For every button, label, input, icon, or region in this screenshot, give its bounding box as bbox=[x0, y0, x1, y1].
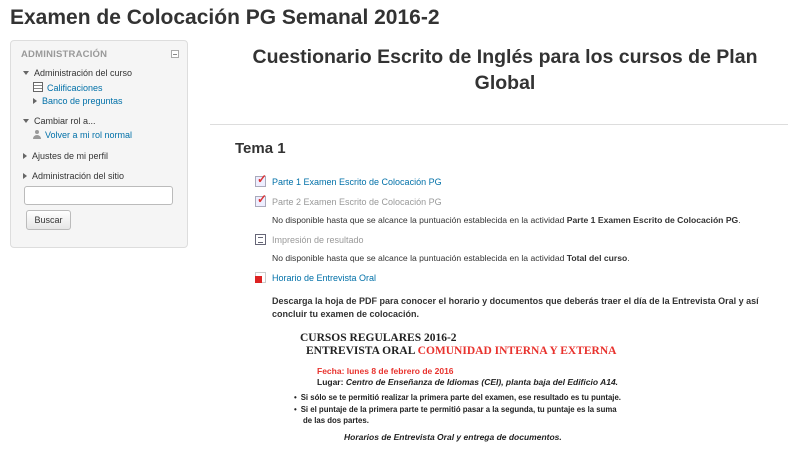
activity-label: Parte 2 Examen Escrito de Colocación PG bbox=[272, 197, 442, 207]
admin-search-input[interactable] bbox=[24, 186, 173, 205]
administration-heading: ADMINISTRACIÓN bbox=[21, 49, 108, 60]
quiz-title-line2: Global bbox=[474, 72, 536, 94]
page-title: Examen de Colocación PG Semanal 2016-2 bbox=[10, 6, 440, 29]
poster-place bbox=[317, 377, 618, 387]
schedule-poster bbox=[272, 322, 672, 451]
return-role-link[interactable]: Volver a mi rol normal bbox=[45, 130, 133, 140]
poster-footer: Horarios de Entrevista Oral y entrega de documentos. bbox=[344, 432, 562, 442]
poster-place-value: Centro de Enseñanza de Idiomas (CEI), planta baja del Edificio A14. bbox=[345, 377, 619, 387]
restriction-note-impresion bbox=[272, 253, 630, 263]
tree-item-profile-settings[interactable] bbox=[23, 151, 108, 161]
poster-line1: CURSOS REGULARES 2016-2 bbox=[300, 332, 457, 344]
activity-label[interactable]: Horario de Entrevista Oral bbox=[272, 273, 377, 283]
restriction-activity: Total del curso bbox=[566, 253, 628, 263]
poster-place-label: Lugar: bbox=[317, 377, 346, 387]
grades-table-icon bbox=[33, 82, 43, 92]
question-bank-link[interactable]: Banco de preguntas bbox=[42, 96, 123, 106]
user-icon bbox=[33, 130, 41, 139]
collapsed-triangle-icon bbox=[33, 98, 37, 104]
restriction-activity: Parte 1 Examen Escrito de Colocación PG bbox=[566, 215, 739, 225]
poster-line2 bbox=[306, 345, 616, 357]
expanded-triangle-icon bbox=[23, 71, 29, 75]
collapse-block-icon[interactable] bbox=[171, 50, 179, 58]
quiz-title-line1: Cuestionario Escrito de Inglés para los cursos de Plan bbox=[252, 46, 758, 68]
restriction-text: No disponible hasta que se alcance la puntuación establecida en la actividad bbox=[272, 215, 567, 225]
activity-label: Impresión de resultado bbox=[272, 235, 364, 245]
tree-item-return-role[interactable] bbox=[33, 130, 132, 140]
restriction-note-parte-2 bbox=[272, 215, 741, 225]
quiz-icon bbox=[255, 196, 266, 207]
activity-parte-1[interactable] bbox=[255, 176, 442, 187]
grades-link[interactable]: Calificaciones bbox=[47, 83, 103, 93]
activity-parte-2 bbox=[255, 196, 442, 207]
tree-item-question-bank[interactable] bbox=[33, 96, 123, 106]
poster-bullet-1: • Si sólo se te permitió realizar la primera parte del examen, ese resultado es tu puntaje. bbox=[294, 393, 621, 402]
poster-line2-red: COMUNIDAD INTERNA Y EXTERNA bbox=[417, 345, 617, 357]
restriction-text: No disponible hasta que se alcance la puntuación establecida en la actividad bbox=[272, 253, 567, 263]
tree-item-grades[interactable] bbox=[33, 82, 103, 93]
course-admin-label: Administración del curso bbox=[34, 68, 133, 78]
tree-item-course-admin[interactable] bbox=[23, 68, 132, 78]
activity-horario[interactable] bbox=[255, 272, 376, 283]
restriction-suffix: . bbox=[738, 215, 741, 225]
poster-date: Fecha: lunes 8 de febrero de 2016 bbox=[317, 366, 454, 376]
site-admin-label: Administración del sitio bbox=[32, 171, 125, 181]
activity-label[interactable]: Parte 1 Examen Escrito de Colocación PG bbox=[272, 177, 442, 187]
expanded-triangle-icon bbox=[23, 119, 29, 123]
restriction-suffix: . bbox=[627, 253, 630, 263]
resource-description: Descarga la hoja de PDF para conocer el horario y documentos que deberás traer el día de la Entrevista Oral y así concluir tu examen de colocación. bbox=[272, 296, 759, 319]
section-title: Tema 1 bbox=[235, 140, 286, 157]
divider bbox=[210, 124, 788, 125]
search-button[interactable]: Buscar bbox=[26, 210, 71, 230]
poster-bullet-2: • Si el puntaje de la primera parte te permitió pasar a la segunda, tu puntaje es la suma bbox=[294, 405, 617, 414]
poster-line2-black: ENTREVISTA ORAL bbox=[306, 345, 418, 357]
poster-bullet-2-cont: de las dos partes. bbox=[303, 416, 369, 425]
collapsed-triangle-icon bbox=[23, 173, 27, 179]
quiz-icon bbox=[255, 176, 266, 187]
grade-report-icon bbox=[255, 234, 266, 245]
pdf-icon bbox=[255, 272, 266, 283]
activity-impresion bbox=[255, 234, 364, 245]
profile-settings-label: Ajustes de mi perfil bbox=[32, 151, 109, 161]
tree-item-switch-role[interactable] bbox=[23, 116, 96, 126]
quiz-title bbox=[210, 44, 800, 96]
administration-block bbox=[10, 40, 188, 248]
collapsed-triangle-icon bbox=[23, 153, 27, 159]
tree-item-site-admin[interactable] bbox=[23, 171, 124, 181]
switch-role-label: Cambiar rol a... bbox=[34, 116, 96, 126]
